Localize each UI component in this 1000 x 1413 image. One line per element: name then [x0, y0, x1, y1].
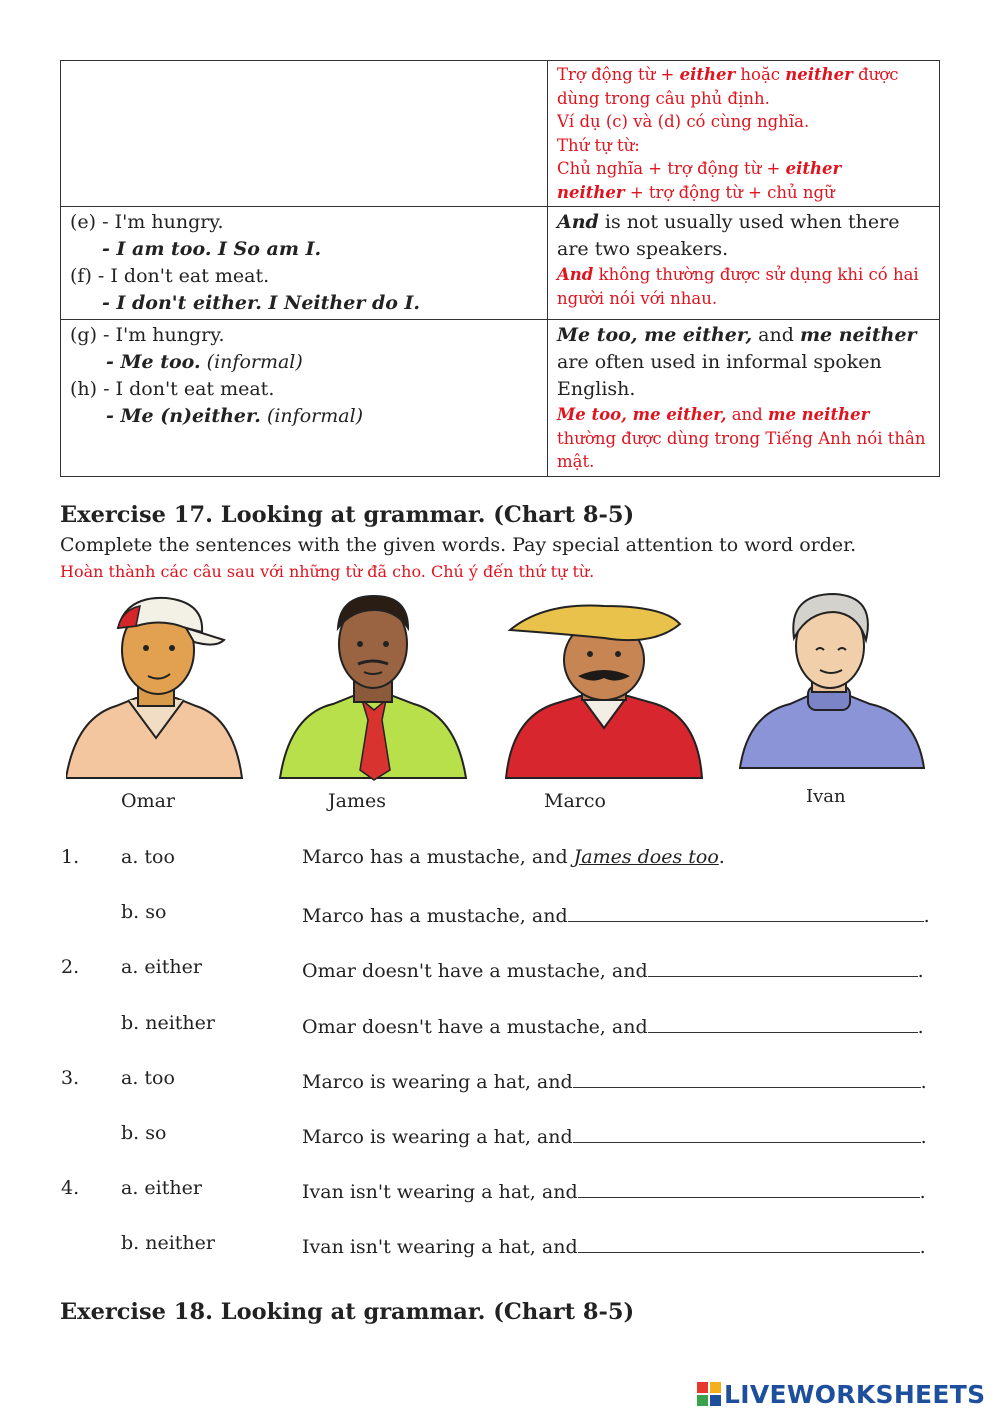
exercise-instruction-vi: Hoàn thành các câu sau với những từ đã cho. Chú ý đến thứ tự từ.	[60, 562, 595, 581]
table-cell-examples	[61, 320, 548, 477]
exercise-instruction: Complete the sentences with the given words. Pay special attention to word order.	[60, 534, 857, 556]
explanation-en: Me too, me either, and me neither are often used in informal spoken English.	[557, 324, 917, 400]
example-line: (h) - I don't eat meat.	[70, 378, 275, 400]
question-sentence: Omar doesn't have a mustache, and .	[302, 1012, 924, 1038]
question-sentence: Ivan isn't wearing a hat, and .	[302, 1232, 926, 1258]
question-sentence: Marco is wearing a hat, and .	[302, 1067, 927, 1093]
question-number: 2.	[61, 956, 80, 979]
question-sentence: Marco has a mustache, and James does too.	[302, 846, 725, 868]
given-word: b. so	[121, 1122, 167, 1144]
answer-blank[interactable]	[648, 956, 918, 977]
explanation-vi: Me too, me either, and me neither thường được dùng trong Tiếng Anh nói thân mật.	[557, 405, 926, 471]
exercise-17-title: Exercise 17. Looking at grammar. (Chart 8-5)	[60, 502, 635, 528]
answer-blank[interactable]	[568, 901, 924, 922]
explanation-vi: And không thường được sử dụng khi có hai người nói với nhau.	[557, 265, 919, 308]
ivan-illustration	[738, 588, 928, 783]
answer-blank[interactable]	[573, 1067, 921, 1088]
james-illustration	[278, 588, 468, 783]
example-answer: James does too	[573, 846, 719, 868]
question-sentence: Omar doesn't have a mustache, and .	[302, 956, 924, 982]
vi-note-line: Chủ nghĩa + trợ động từ + either	[557, 159, 842, 178]
person-name-james: James	[328, 790, 386, 812]
given-word: a. either	[121, 1177, 202, 1200]
question-number: 3.	[61, 1066, 80, 1089]
omar-illustration	[66, 588, 246, 783]
question-number: 4.	[61, 1177, 80, 1200]
logo-text: LIVEWORKSHEETS	[724, 1379, 986, 1409]
liveworksheets-logo	[697, 1376, 985, 1412]
table-cell-explanation	[548, 320, 940, 477]
question-number: 1.	[61, 846, 80, 868]
vi-note-line: Trợ động từ + either hoặc neither được	[557, 65, 899, 84]
table-cell-empty	[61, 61, 548, 207]
given-word: b. so	[121, 901, 167, 924]
given-word: a. too	[121, 846, 175, 868]
liveworksheets-logo-icon	[697, 1382, 721, 1406]
question-sentence: Marco has a mustache, and .	[302, 901, 930, 927]
question-sentence: Marco is wearing a hat, and .	[302, 1122, 927, 1148]
explanation-en: And is not usually used when there are two speakers.	[557, 211, 900, 260]
person-name-ivan: Ivan	[806, 786, 846, 807]
person-name-marco: Marco	[544, 790, 606, 812]
vi-note-lines	[557, 63, 930, 204]
vi-note-line: Ví dụ (c) và (d) có cùng nghĩa.	[557, 112, 810, 131]
given-word: a. either	[121, 956, 202, 979]
answer-blank[interactable]	[578, 1177, 920, 1198]
question-sentence: Ivan isn't wearing a hat, and .	[302, 1177, 926, 1203]
example-line: (g) - I'm hungry.	[70, 324, 225, 346]
vi-note-line: neither + trợ động từ + chủ ngữ	[557, 182, 835, 202]
grammar-table	[60, 60, 940, 477]
given-word: b. neither	[121, 1011, 215, 1034]
example-line: - Me (n)either. (informal)	[106, 405, 364, 427]
table-row	[61, 207, 940, 320]
answer-blank[interactable]	[578, 1232, 920, 1253]
example-line: (f) - I don't eat meat.	[70, 265, 270, 287]
vi-note-line: Thứ tự từ:	[557, 135, 640, 155]
table-cell-vi-note	[548, 61, 940, 207]
example-line: - Me too. (informal)	[106, 351, 303, 373]
example-line: - I am too. I So am I.	[102, 238, 322, 260]
answer-blank[interactable]	[573, 1122, 921, 1143]
answer-blank[interactable]	[648, 1012, 918, 1033]
exercise-18-title: Exercise 18. Looking at grammar. (Chart 8-5)	[60, 1299, 635, 1325]
table-row	[61, 61, 940, 207]
vi-note-line: dùng trong câu phủ định.	[557, 88, 770, 108]
given-word: a. too	[121, 1066, 175, 1089]
given-word: b. neither	[121, 1232, 215, 1255]
example-line: - I don't either. I Neither do I.	[102, 292, 421, 314]
marco-illustration	[504, 588, 704, 783]
example-line: (e) - I'm hungry.	[70, 211, 224, 233]
person-name-omar: Omar	[121, 790, 176, 812]
table-cell-explanation	[548, 207, 940, 320]
table-row	[61, 320, 940, 477]
table-cell-examples	[61, 207, 548, 320]
